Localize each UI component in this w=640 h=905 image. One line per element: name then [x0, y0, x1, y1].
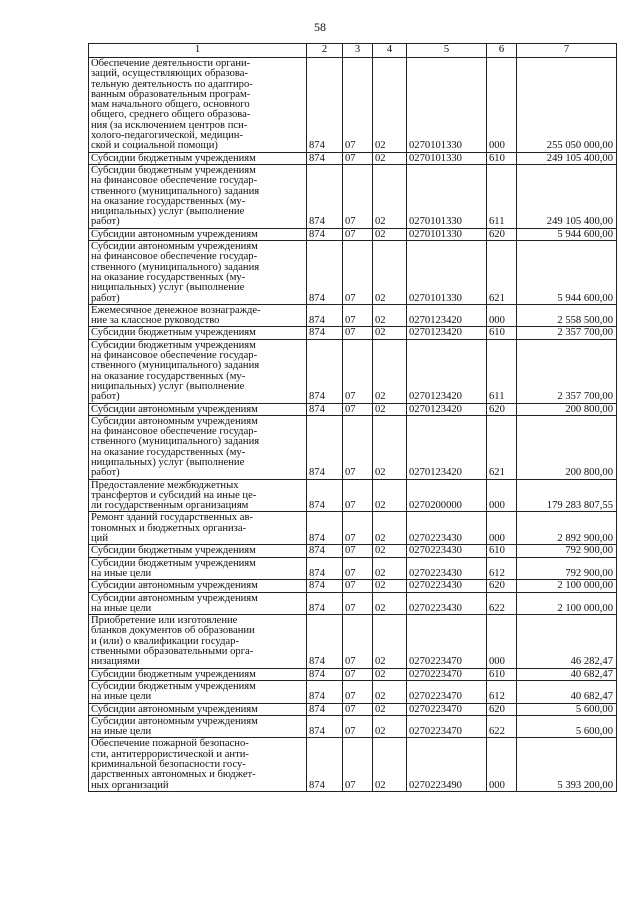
cell-section: 07 — [343, 164, 373, 228]
cell-amount: 40 682,47 — [517, 668, 617, 680]
cell-expense-type: 612 — [487, 557, 517, 580]
column-header: 4 — [373, 44, 407, 58]
cell-subsection: 02 — [373, 403, 407, 415]
cell-amount: 2 558 500,00 — [517, 304, 617, 327]
cell-amount: 2 100 000,00 — [517, 592, 617, 615]
cell-target-article: 0270123420 — [407, 339, 487, 403]
cell-target-article: 0270223430 — [407, 580, 487, 592]
cell-target-article: 0270223430 — [407, 592, 487, 615]
cell-amount: 2 357 700,00 — [517, 339, 617, 403]
cell-expense-type: 000 — [487, 738, 517, 791]
cell-name: Предоставление межбюджетных трансфертов и субсидий на иные це- ли государственным организациям — [89, 479, 307, 512]
cell-subsection: 02 — [373, 703, 407, 715]
cell-admin-code: 874 — [307, 241, 343, 305]
cell-section: 07 — [343, 680, 373, 703]
cell-expense-type: 611 — [487, 339, 517, 403]
cell-subsection: 02 — [373, 715, 407, 738]
cell-amount: 179 283 807,55 — [517, 479, 617, 512]
cell-section: 07 — [343, 339, 373, 403]
cell-section: 07 — [343, 304, 373, 327]
table-header-row — [89, 44, 617, 58]
cell-subsection: 02 — [373, 58, 407, 153]
cell-expense-type: 622 — [487, 592, 517, 615]
table-row — [89, 327, 617, 339]
cell-expense-type: 000 — [487, 58, 517, 153]
cell-expense-type: 620 — [487, 228, 517, 240]
cell-admin-code: 874 — [307, 152, 343, 164]
table-row — [89, 228, 617, 240]
cell-section: 07 — [343, 592, 373, 615]
cell-expense-type: 620 — [487, 703, 517, 715]
cell-target-article: 0270123420 — [407, 415, 487, 479]
cell-subsection: 02 — [373, 479, 407, 512]
cell-target-article: 0270223430 — [407, 512, 487, 545]
cell-target-article: 0270223470 — [407, 715, 487, 738]
cell-subsection: 02 — [373, 580, 407, 592]
cell-target-article: 0270123420 — [407, 403, 487, 415]
table-row — [89, 738, 617, 791]
table-row — [89, 715, 617, 738]
budget-table — [88, 43, 617, 792]
cell-name: Ремонт зданий государственных ав- тономных и бюджетных организа- ций — [89, 512, 307, 545]
cell-target-article: 0270223490 — [407, 738, 487, 791]
table-row — [89, 339, 617, 403]
cell-amount: 5 944 600,00 — [517, 241, 617, 305]
cell-name: Субсидии бюджетным учреждениям на иные цели — [89, 557, 307, 580]
cell-section: 07 — [343, 615, 373, 668]
column-header: 2 — [307, 44, 343, 58]
cell-admin-code: 874 — [307, 327, 343, 339]
cell-expense-type: 621 — [487, 415, 517, 479]
cell-target-article: 0270101330 — [407, 58, 487, 153]
cell-admin-code: 874 — [307, 545, 343, 557]
table-row — [89, 512, 617, 545]
cell-name: Субсидии автономным учреждениям — [89, 580, 307, 592]
table-row — [89, 304, 617, 327]
cell-subsection: 02 — [373, 592, 407, 615]
cell-expense-type: 620 — [487, 580, 517, 592]
cell-target-article: 0270223470 — [407, 703, 487, 715]
cell-section: 07 — [343, 403, 373, 415]
cell-subsection: 02 — [373, 164, 407, 228]
cell-amount: 5 944 600,00 — [517, 228, 617, 240]
cell-amount: 792 900,00 — [517, 545, 617, 557]
cell-target-article: 0270200000 — [407, 479, 487, 512]
cell-subsection: 02 — [373, 415, 407, 479]
cell-target-article: 0270223470 — [407, 615, 487, 668]
cell-admin-code: 874 — [307, 615, 343, 668]
table-row — [89, 152, 617, 164]
cell-name: Субсидии бюджетным учреждениям — [89, 152, 307, 164]
cell-expense-type: 611 — [487, 164, 517, 228]
cell-subsection: 02 — [373, 680, 407, 703]
cell-expense-type: 610 — [487, 668, 517, 680]
table-row — [89, 592, 617, 615]
table-row — [89, 668, 617, 680]
cell-name: Субсидии бюджетным учреждениям на финансовое обеспечение государ- ственного (муниципального) задания на оказание государственных (му- ниципальных) услуг (выполнение работ) — [89, 339, 307, 403]
cell-name: Субсидии бюджетным учреждениям на финансовое обеспечение государ- ственного (муниципального) задания на оказание государственных (му- ниципальных) услуг (выполнение работ) — [89, 164, 307, 228]
cell-admin-code: 874 — [307, 339, 343, 403]
cell-section: 07 — [343, 703, 373, 715]
cell-admin-code: 874 — [307, 557, 343, 580]
cell-name: Ежемесячное денежное вознагражде- ние за классное руководство — [89, 304, 307, 327]
cell-admin-code: 874 — [307, 580, 343, 592]
cell-target-article: 0270223470 — [407, 668, 487, 680]
table-row — [89, 680, 617, 703]
cell-amount: 200 800,00 — [517, 415, 617, 479]
cell-subsection: 02 — [373, 668, 407, 680]
cell-name: Субсидии автономным учреждениям на финансовое обеспечение государ- ственного (муниципального) задания на оказание государственных (му- ниципальных) услуг (выполнение работ) — [89, 415, 307, 479]
cell-expense-type: 620 — [487, 403, 517, 415]
cell-name: Субсидии автономным учреждениям — [89, 228, 307, 240]
cell-amount: 5 600,00 — [517, 703, 617, 715]
cell-amount: 2 100 000,00 — [517, 580, 617, 592]
cell-target-article: 0270223470 — [407, 680, 487, 703]
cell-amount: 2 357 700,00 — [517, 327, 617, 339]
cell-amount: 249 105 400,00 — [517, 164, 617, 228]
cell-subsection: 02 — [373, 557, 407, 580]
cell-subsection: 02 — [373, 241, 407, 305]
cell-subsection: 02 — [373, 152, 407, 164]
cell-expense-type: 000 — [487, 615, 517, 668]
cell-expense-type: 622 — [487, 715, 517, 738]
cell-section: 07 — [343, 668, 373, 680]
cell-admin-code: 874 — [307, 304, 343, 327]
cell-target-article: 0270223430 — [407, 557, 487, 580]
cell-section: 07 — [343, 738, 373, 791]
cell-subsection: 02 — [373, 228, 407, 240]
cell-target-article: 0270101330 — [407, 241, 487, 305]
cell-admin-code: 874 — [307, 738, 343, 791]
table-row — [89, 164, 617, 228]
cell-target-article: 0270101330 — [407, 164, 487, 228]
table-row — [89, 479, 617, 512]
cell-amount: 200 800,00 — [517, 403, 617, 415]
cell-admin-code: 874 — [307, 415, 343, 479]
cell-name: Субсидии автономным учреждениям — [89, 403, 307, 415]
cell-expense-type: 000 — [487, 304, 517, 327]
cell-subsection: 02 — [373, 327, 407, 339]
column-header: 7 — [517, 44, 617, 58]
cell-expense-type: 610 — [487, 545, 517, 557]
table-row — [89, 58, 617, 153]
column-header: 5 — [407, 44, 487, 58]
table-row — [89, 703, 617, 715]
cell-name: Субсидии автономным учреждениям на иные цели — [89, 592, 307, 615]
cell-admin-code: 874 — [307, 592, 343, 615]
cell-section: 07 — [343, 228, 373, 240]
cell-target-article: 0270223430 — [407, 545, 487, 557]
cell-amount: 2 892 900,00 — [517, 512, 617, 545]
cell-admin-code: 874 — [307, 58, 343, 153]
cell-subsection: 02 — [373, 512, 407, 545]
page-number: 58 — [314, 20, 326, 34]
cell-target-article: 0270101330 — [407, 228, 487, 240]
cell-subsection: 02 — [373, 738, 407, 791]
cell-admin-code: 874 — [307, 680, 343, 703]
cell-name: Субсидии автономным учреждениям на финансовое обеспечение государ- ственного (муниципального) задания на оказание государственных (му- ниципальных) услуг (выполнение работ) — [89, 241, 307, 305]
cell-name: Субсидии бюджетным учреждениям — [89, 545, 307, 557]
cell-amount: 40 682,47 — [517, 680, 617, 703]
cell-admin-code: 874 — [307, 668, 343, 680]
cell-admin-code: 874 — [307, 703, 343, 715]
cell-expense-type: 610 — [487, 152, 517, 164]
cell-expense-type: 000 — [487, 512, 517, 545]
table-row — [89, 580, 617, 592]
cell-amount: 5 393 200,00 — [517, 738, 617, 791]
cell-section: 07 — [343, 512, 373, 545]
cell-section: 07 — [343, 152, 373, 164]
cell-name: Субсидии бюджетным учреждениям — [89, 668, 307, 680]
cell-expense-type: 621 — [487, 241, 517, 305]
cell-amount: 255 050 000,00 — [517, 58, 617, 153]
cell-name: Субсидии автономным учреждениям на иные цели — [89, 715, 307, 738]
table-row — [89, 557, 617, 580]
cell-target-article: 0270101330 — [407, 152, 487, 164]
cell-expense-type: 610 — [487, 327, 517, 339]
cell-name: Обеспечение деятельности органи- заций, осуществляющих образова- тельную деятельность по адаптиро- ванным образовательным програм- мам начального общего, основного общего, среднего общего образова- ния (за исключением центров пси- холого-педагогической, медицин- ской и социальной помощи) — [89, 58, 307, 153]
cell-subsection: 02 — [373, 304, 407, 327]
cell-section: 07 — [343, 557, 373, 580]
cell-subsection: 02 — [373, 339, 407, 403]
cell-admin-code: 874 — [307, 228, 343, 240]
cell-name: Обеспечение пожарной безопасно- сти, антитеррористической и анти- криминальной безопасности госу- дарственных автономных и бюджет- ных организаций — [89, 738, 307, 791]
cell-admin-code: 874 — [307, 164, 343, 228]
cell-section: 07 — [343, 58, 373, 153]
cell-section: 07 — [343, 479, 373, 512]
table-row — [89, 403, 617, 415]
cell-section: 07 — [343, 327, 373, 339]
cell-name: Субсидии автономным учреждениям — [89, 703, 307, 715]
cell-amount: 249 105 400,00 — [517, 152, 617, 164]
cell-name: Субсидии бюджетным учреждениям на иные цели — [89, 680, 307, 703]
cell-amount: 792 900,00 — [517, 557, 617, 580]
cell-name: Приобретение или изготовление бланков документов об образовании и (или) о квалификации государ- ственными образовательными орга- низациями — [89, 615, 307, 668]
column-header: 3 — [343, 44, 373, 58]
cell-section: 07 — [343, 415, 373, 479]
column-header: 6 — [487, 44, 517, 58]
cell-amount: 5 600,00 — [517, 715, 617, 738]
cell-subsection: 02 — [373, 615, 407, 668]
cell-admin-code: 874 — [307, 715, 343, 738]
cell-subsection: 02 — [373, 545, 407, 557]
table-row — [89, 545, 617, 557]
column-header: 1 — [89, 44, 307, 58]
cell-name: Субсидии бюджетным учреждениям — [89, 327, 307, 339]
cell-expense-type: 000 — [487, 479, 517, 512]
cell-admin-code: 874 — [307, 479, 343, 512]
cell-admin-code: 874 — [307, 403, 343, 415]
cell-section: 07 — [343, 580, 373, 592]
table-row — [89, 415, 617, 479]
cell-section: 07 — [343, 715, 373, 738]
cell-expense-type: 612 — [487, 680, 517, 703]
table-row — [89, 615, 617, 668]
cell-amount: 46 282,47 — [517, 615, 617, 668]
table-row — [89, 241, 617, 305]
cell-admin-code: 874 — [307, 512, 343, 545]
cell-section: 07 — [343, 545, 373, 557]
cell-section: 07 — [343, 241, 373, 305]
cell-target-article: 0270123420 — [407, 327, 487, 339]
cell-target-article: 0270123420 — [407, 304, 487, 327]
